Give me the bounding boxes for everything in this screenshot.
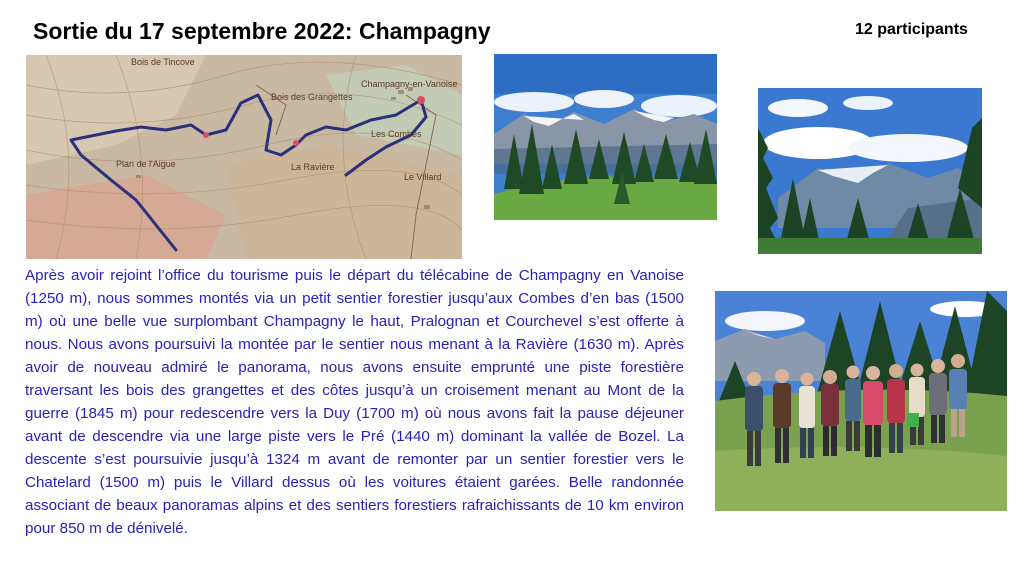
map-label: Les Combes: [371, 129, 422, 139]
participants-count: 12 participants: [855, 21, 968, 38]
map-label: Champagny-en-Vanoise: [361, 79, 458, 89]
group-photo: [715, 291, 1007, 511]
page-title: Sortie du 17 septembre 2022: Champagny: [33, 18, 491, 44]
map-label: Bois de Tincove: [131, 57, 195, 67]
mountain-panorama-photo: [494, 54, 717, 220]
map-label: Plan de l'Aigue: [116, 159, 176, 169]
route-map-image: [26, 55, 462, 259]
map-label: Le Villard: [404, 172, 442, 182]
valley-view-photo: [758, 88, 982, 254]
map-label: Bois des Grangettes: [271, 92, 353, 102]
story-paragraph: Après avoir rejoint l’office du tourisme puis le départ du télécabine de Champagny en Vanoise (1250 m), nous sommes montés via un petit sentier forestier jusqu’aux Combes d’en bas (1500 m) où une belle vue surplombant Champagny le haut, Pralognan et Courchevel s’est offerte à nous. Nous avons poursuivi la montée par le sentier nous menant à la Ravière (1630 m). Après avoir de nouveau admiré le panorama, nous avons ensuite emprunté une piste forestière traversant les bois des grangettes et des côtes jusqu’à un croisement menant au Mont de la guerre (1845 m) pour redescendre vers la Duy (1700 m) où nous avons fait la pause déjeuner avant de descendre via une large piste vers le Pré (1440 m) dominant la vallée de Bozel. La descente s’est poursuivie jusqu’à 1324 m avant de remonter par un sentier forestier vers le Chatelard (1500 m) puis le Villard dessus où les voitures étaient garées. Belle randonnée associant de beaux panoramas alpins et des sentiers forestiers rafraichissants de 10 km environ pour 850 m de dénivelé.: [25, 267, 684, 537]
map-label: La Ravière: [291, 162, 335, 172]
